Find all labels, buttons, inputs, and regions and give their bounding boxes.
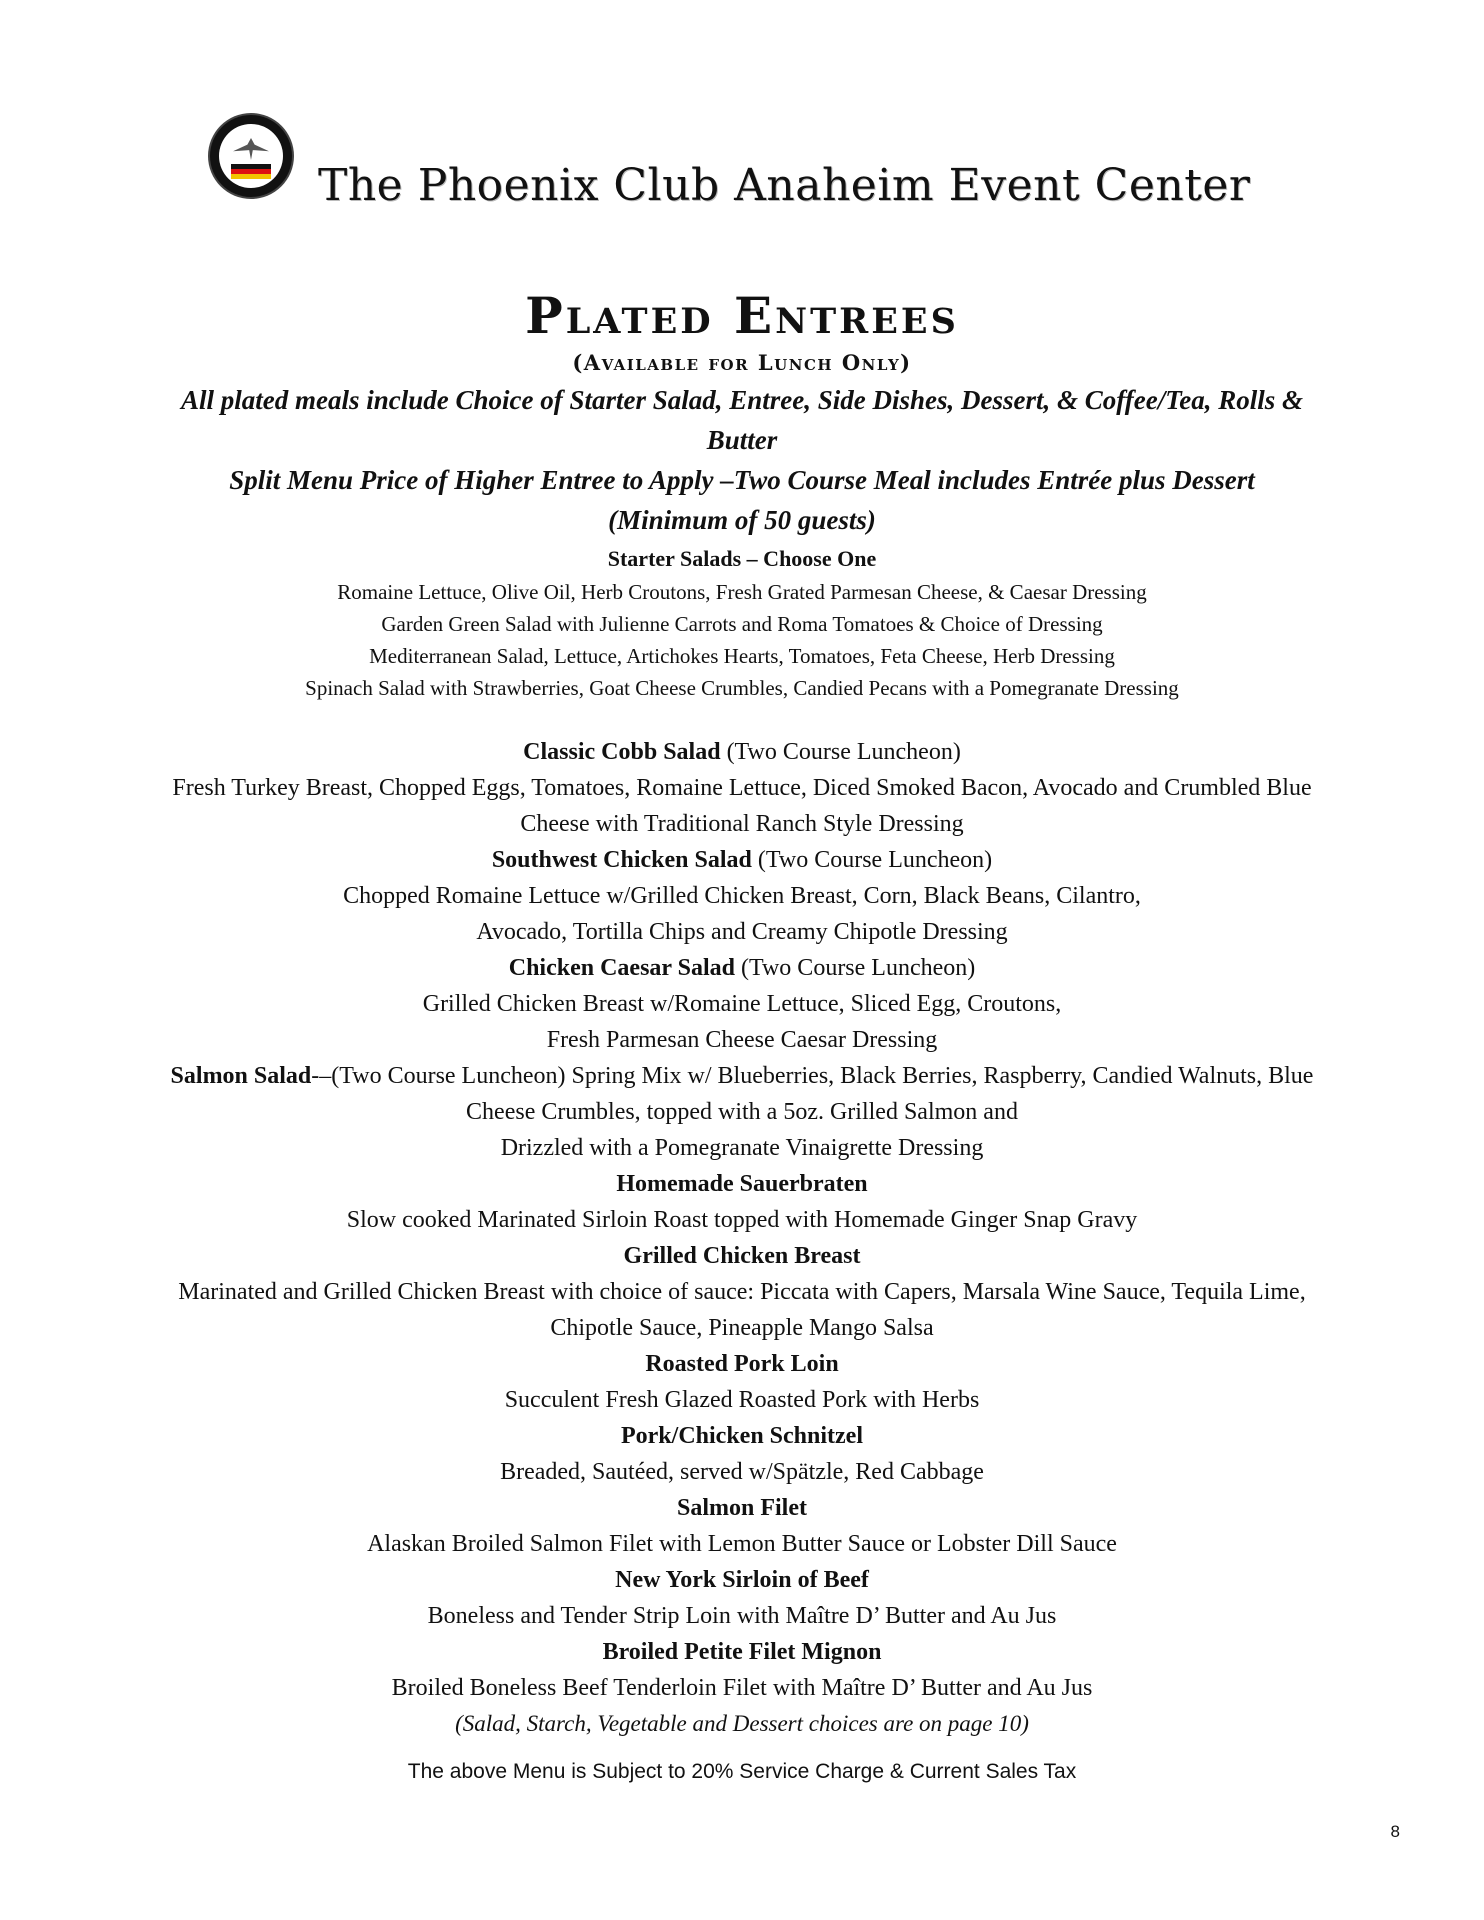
entree-description: Grilled Chicken Breast w/Romaine Lettuce, Sliced Egg, Croutons, [422,991,1062,1017]
entree-course-note: (Two Course Luncheon) [735,955,976,981]
entree-description: Breaded, Sautéed, served w/Spätzle, Red Cabbage [500,1459,984,1485]
entree-description: Marinated and Grilled Chicken Breast with choice of sauce: Piccata with Capers, Marsala Wine Sauce, Tequila Lime, [178,1279,1306,1305]
entree-description: Broiled Boneless Beef Tenderloin Filet with Maître D’ Butter and Au Jus [391,1675,1093,1701]
page-subtitle: (Available for Lunch Only) [572,350,912,375]
entree-course-note: (Two Course Luncheon) [720,739,961,765]
entree-description: Boneless and Tender Strip Loin with Maître D’ Butter and Au Jus [427,1603,1057,1629]
entree-name: Homemade Sauerbraten [616,1171,868,1197]
entree-description: Fresh Turkey Breast, Chopped Eggs, Tomatoes, Romaine Lettuce, Diced Smoked Bacon, Avocado and Crumbled Blue [172,775,1312,801]
entree-name: Salmon Salad [170,1063,312,1089]
page-number: 8 [1390,1822,1400,1841]
entree-heading [0,842,1484,878]
entree-heading [0,1346,1484,1382]
intro-block [0,380,1484,540]
entree-heading [0,1166,1484,1202]
entree-name: Roasted Pork Loin [645,1351,839,1377]
entree-heading [0,1418,1484,1454]
entree-heading [0,1562,1484,1598]
salad-option: Mediterranean Salad, Lettuce, Artichokes Hearts, Tomatoes, Feta Cheese, Herb Dressing [369,644,1115,668]
entree-description: Cheese with Traditional Ranch Style Dressing [520,811,964,837]
starter-salads-heading: Starter Salads – Choose One [607,546,877,571]
entree-name: Classic Cobb Salad [523,739,721,765]
entree-heading [0,734,1484,770]
entree-name: Salmon Filet [677,1495,807,1521]
entree-course-note: -–(Two Course Luncheon) Spring Mix w/ Blueberries, Black Berries, Raspberry, Candied Walnuts, Blue [311,1063,1314,1089]
entree-heading [0,1490,1484,1526]
intro-line: Butter [706,425,778,455]
entree-description: Chipotle Sauce, Pineapple Mango Salsa [550,1315,934,1341]
intro-line: (Minimum of 50 guests) [608,505,876,535]
choices-note: (Salad, Starch, Vegetable and Dessert choices are on page 10) [455,1711,1029,1736]
entree-name: Broiled Petite Filet Mignon [602,1639,882,1665]
entree-description: Fresh Parmesan Cheese Caesar Dressing [546,1027,938,1053]
intro-line: All plated meals include Choice of Starter Salad, Entree, Side Dishes, Dessert, & Coffee/Tea, Rolls & [180,385,1304,415]
entree-name: Chicken Caesar Salad [508,955,735,981]
entree-name: Southwest Chicken Salad [491,847,752,873]
starter-salads-section [0,542,1484,704]
intro-line: Split Menu Price of Higher Entree to Apply –Two Course Meal includes Entrée plus Dessert [229,465,1255,495]
org-title: The Phoenix Club Anaheim Event Center [318,160,1251,211]
entree-description: Drizzled with a Pomegranate Vinaigrette Dressing [500,1135,984,1161]
entree-name: Grilled Chicken Breast [623,1243,861,1269]
entree-heading [0,1634,1484,1670]
entree-course-note: (Two Course Luncheon) [751,847,993,873]
entree-heading [0,950,1484,986]
phoenix-club-logo-icon [210,115,292,197]
entree-description: Slow cooked Marinated Sirloin Roast topped with Homemade Ginger Snap Gravy [346,1207,1138,1233]
entree-description: Succulent Fresh Glazed Roasted Pork with Herbs [504,1387,980,1413]
entree-list [0,734,1484,1706]
salad-option: Romaine Lettuce, Olive Oil, Herb Croutons, Fresh Grated Parmesan Cheese, & Caesar Dressing [337,580,1147,604]
page-header [0,110,1484,220]
entree-description: Chopped Romaine Lettuce w/Grilled Chicken Breast, Corn, Black Beans, Cilantro, [343,883,1141,909]
menu-content [0,284,1484,1790]
entree-description: Alaskan Broiled Salmon Filet with Lemon Butter Sauce or Lobster Dill Sauce [367,1531,1117,1557]
salad-option: Garden Green Salad with Julienne Carrots and Roma Tomatoes & Choice of Dressing [381,612,1103,636]
entree-heading [0,1058,1484,1094]
service-charge-note: The above Menu is Subject to 20% Service Charge & Current Sales Tax [407,1760,1077,1783]
salad-option: Spinach Salad with Strawberries, Goat Cheese Crumbles, Candied Pecans with a Pomegranate Dressing [305,676,1179,700]
entree-heading [0,1238,1484,1274]
entree-description: Cheese Crumbles, topped with a 5oz. Grilled Salmon and [466,1099,1018,1125]
entree-name: Pork/Chicken Schnitzel [620,1423,863,1449]
entree-description: Avocado, Tortilla Chips and Creamy Chipotle Dressing [476,919,1008,945]
page-title: Plated Entrees [525,286,959,345]
entree-name: New York Sirloin of Beef [615,1567,869,1593]
